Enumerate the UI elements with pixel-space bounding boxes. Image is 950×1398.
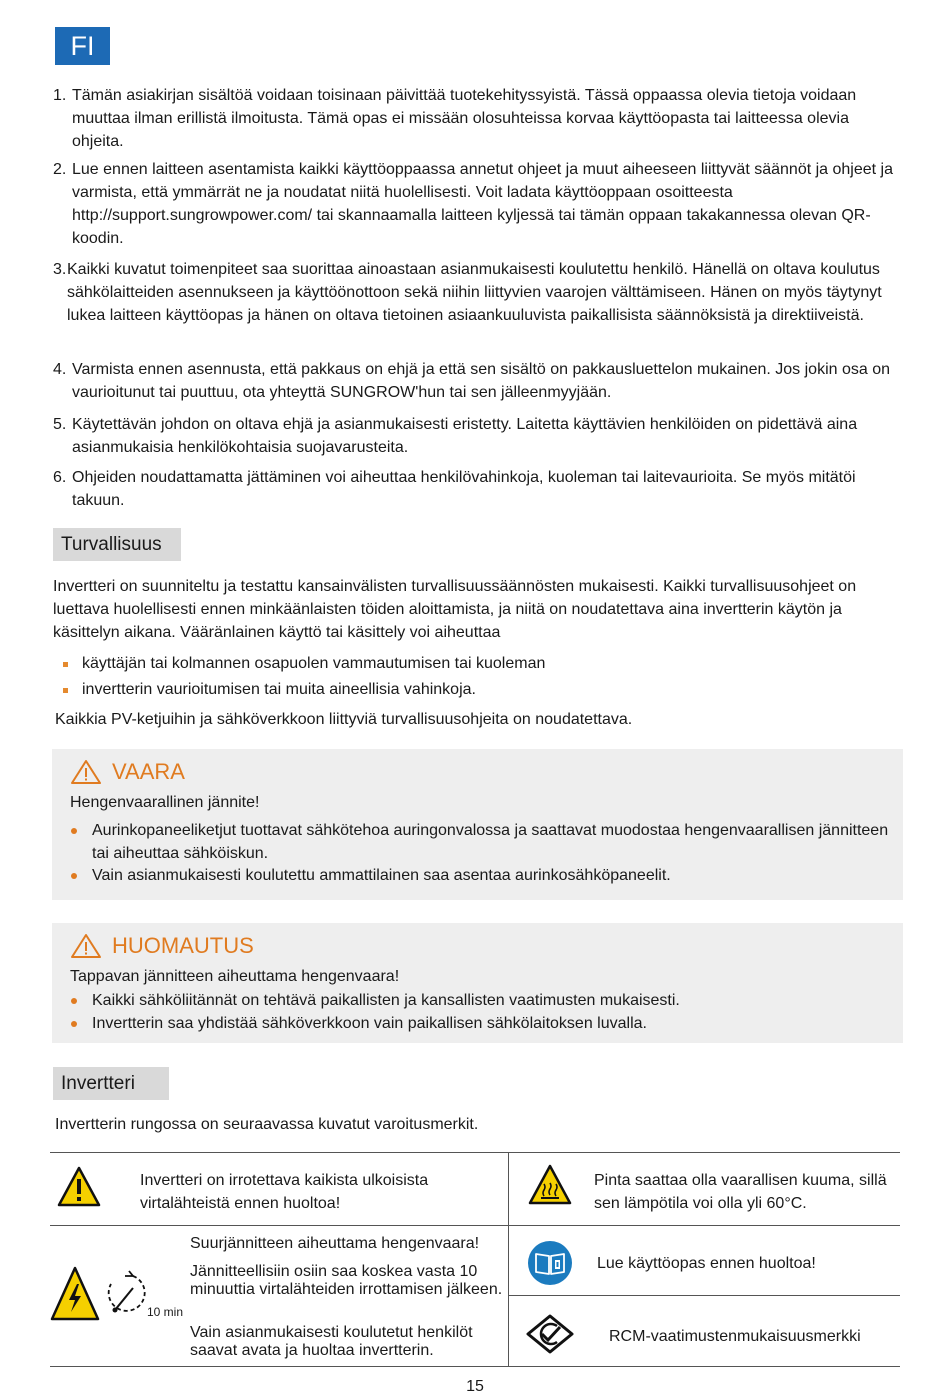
- section-heading-inverter: Invertteri: [53, 1067, 169, 1100]
- rcm-text: RCM-vaatimustenmukaisuusmerkki: [609, 1328, 861, 1345]
- inverter-intro: Invertterin rungossa on seuraavassa kuvatut varoitusmerkit.: [55, 1116, 479, 1133]
- safety-intro: Invertteri on suunniteltu ja testattu kansainvälisten turvallisuussäännösten mukaisesti. Kaikki turvallisuusohjeet on luettava huolellisesti ennen minkäänlaisten töiden aloittamista, ja niitä on noudatettava aina invertterin käytön ja käsittelyn aikana. Vääränlainen käyttö tai käsittely voi aiheuttaa: [53, 578, 857, 641]
- item-number: 2.: [53, 161, 67, 178]
- danger-bullet-2: Vain asianmukaisesti koulutettu ammattilainen saa asentaa aurinkosähköpaneelit.: [71, 864, 891, 887]
- table-border-right-row: [508, 1295, 900, 1296]
- item-number: 1.: [53, 87, 67, 104]
- item-number: 3.: [53, 261, 67, 278]
- dot-bullet-icon: [71, 828, 77, 834]
- hot-surface-icon: [528, 1164, 572, 1206]
- warning-triangle-icon: [70, 933, 102, 959]
- item-text: Käytettävän johdon on oltava ehjä ja asianmukaisesti eristetty. Laitetta käyttävien henkilöiden on pidettävä aina asianmukaisia henkilökohtaisia suojavarusteita.: [72, 416, 858, 456]
- square-bullet-icon: [63, 688, 68, 693]
- read-manual-icon: [527, 1240, 573, 1286]
- notice-title: HUOMAUTUS: [70, 933, 254, 959]
- item-number: 4.: [53, 361, 67, 378]
- item-text: Tämän asiakirjan sisältöä voidaan toisinaan päivittää tuotekehityssyistä. Tässä oppaassa olevia tietoja voidaan muuttaa ilman erillistä ilmoitusta. Tämä opas ei missään olosuhteissa korvaa käyttöopasta tai laitteessa olevia ohjeita.: [72, 87, 857, 150]
- danger-box: [52, 749, 903, 900]
- table-border-bottom: [50, 1366, 900, 1367]
- item-text: Kaikki kuvatut toimenpiteet saa suorittaa ainoastaan asianmukaisesti koulutettu henkilö. Hänellä on oltava koulutus sähkölaitteiden asennukseen ja käyttöönottoon sekä niihin liittyvien vaarojen välttämiseen. Hänen on myös täytynyt lukea laitteen käyttöopas ja hänen on oltava tietoinen asiaankuuluvista paikallisista säännöksistä ja direktiiveistä.: [67, 261, 882, 324]
- dot-bullet-icon: [71, 1021, 77, 1027]
- item-text: Lue ennen laitteen asentamista kaikki käyttöoppaassa annetut ohjeet ja muut aiheeseen liittyvät säännöt ja ohjeet ja varmista, että ymmärrät ne ja noudatat niitä huolellisesti. Voit ladata käyttöoppaan osoitteesta http://support.sungrowpower.com/ tai skannaamalla laitteen kyljessä tai tämän oppaan takakannessa olevan QR-koodin.: [72, 161, 893, 247]
- high-voltage-text-1: Suurjännitteen aiheuttama hengenvaara!: [190, 1235, 480, 1252]
- timer-icon: [103, 1270, 147, 1320]
- hot-surface-text: Pinta saattaa olla vaarallisen kuuma, sillä sen lämpötila voi olla yli 60°C.: [594, 1172, 887, 1212]
- rcm-mark-icon: [526, 1314, 574, 1354]
- safety-bullet-2: invertterin vaurioitumisen tai muita aineellisia vahinkoja.: [63, 678, 476, 701]
- timer-label: 10 min: [147, 1305, 184, 1319]
- dot-bullet-icon: [71, 873, 77, 879]
- danger-subtitle: Hengenvaarallinen jännite!: [70, 794, 260, 811]
- square-bullet-icon: [63, 662, 68, 667]
- numbered-item-1: [53, 84, 903, 153]
- section-heading-safety: Turvallisuus: [53, 528, 181, 561]
- high-voltage-text-2: Jännitteellisiin osiin saa koskea vasta 10 minuuttia virtalähteiden irrottamisen jälkeen.: [190, 1263, 503, 1298]
- page-number: 15: [466, 1378, 484, 1395]
- language-badge: FI: [55, 27, 110, 65]
- numbered-item-4: [53, 358, 903, 404]
- warning-triangle-icon: [70, 759, 102, 785]
- general-warning-icon: [57, 1166, 101, 1208]
- notice-bullet-1: Kaikki sähköliitännät on tehtävä paikallisten ja kansallisten vaatimusten mukaisesti.: [71, 989, 891, 1012]
- item-number: 6.: [53, 469, 67, 486]
- danger-title: VAARA: [70, 759, 185, 785]
- numbered-item-2: [53, 158, 903, 250]
- notice-subtitle: Tappavan jännitteen aiheuttama hengenvaara!: [70, 968, 400, 985]
- disconnect-warning-text: Invertteri on irrotettava kaikista ulkoisista virtalähteistä ennen huoltoa!: [140, 1172, 429, 1212]
- notice-box: [52, 923, 903, 1043]
- table-border-top: [50, 1152, 900, 1153]
- dot-bullet-icon: [71, 998, 77, 1004]
- high-voltage-text-3: Vain asianmukaisesti koulutetut henkilöt saavat avata ja huoltaa invertterin.: [190, 1324, 473, 1359]
- safety-bullet-1: käyttäjän tai kolmannen osapuolen vammautumisen tai kuoleman: [63, 652, 545, 675]
- numbered-item-3: [53, 258, 903, 327]
- numbered-item-5: [53, 413, 903, 459]
- table-border-row: [50, 1225, 900, 1226]
- high-voltage-icon: [50, 1266, 100, 1322]
- table-border-vertical: [508, 1152, 509, 1366]
- notice-bullet-2: Invertterin saa yhdistää sähköverkkoon vain paikallisen sähkölaitoksen luvalla.: [71, 1012, 891, 1035]
- read-manual-text: Lue käyttöopas ennen huoltoa!: [597, 1255, 816, 1272]
- danger-bullet-1: Aurinkopaneeliketjut tuottavat sähkötehoa auringonvalossa ja saattavat muodostaa hengenvaarallisen jännitteen tai aiheuttaa sähköiskun.: [71, 819, 891, 865]
- item-text: Ohjeiden noudattamatta jättäminen voi aiheuttaa henkilövahinkoja, kuoleman tai laitevaurioita. Se myös mitätöi takuun.: [72, 469, 856, 509]
- item-number: 5.: [53, 416, 67, 433]
- numbered-item-6: [53, 466, 903, 512]
- safety-closing: Kaikkia PV-ketjuihin ja sähköverkkoon liittyviä turvallisuusohjeita on noudatettava.: [55, 711, 633, 728]
- item-text: Varmista ennen asennusta, että pakkaus on ehjä ja että sen sisältö on pakkausluettelon mukainen. Jos jokin osa on vaurioitunut tai puuttuu, ota yhteyttä SUNGROW'hun tai sen jälleenmyyjään.: [72, 361, 890, 401]
